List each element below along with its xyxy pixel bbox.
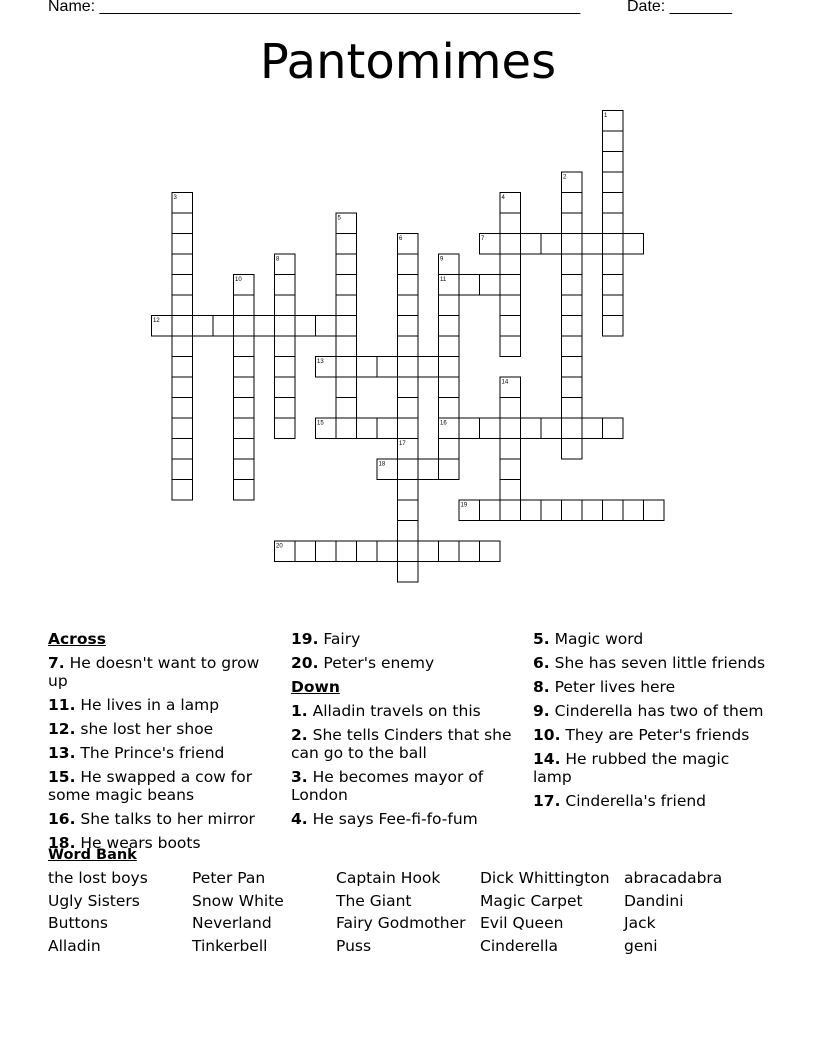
grid-cell[interactable] — [459, 541, 480, 562]
clue-across-15 — [48, 768, 276, 804]
grid-cell[interactable] — [234, 418, 255, 439]
grid-cell[interactable] — [336, 377, 357, 398]
clue-down-10 — [533, 726, 769, 744]
grid-cell[interactable] — [172, 377, 193, 398]
cell-number: 5 — [337, 215, 341, 222]
grid-cell[interactable] — [459, 275, 480, 296]
grid-cell[interactable] — [316, 541, 337, 562]
grid-cell[interactable] — [398, 500, 419, 521]
grid-cell[interactable] — [336, 357, 357, 378]
clue-number: 9. — [533, 702, 550, 720]
grid-cell[interactable] — [603, 295, 624, 316]
grid-cell[interactable] — [398, 541, 419, 562]
clue-across-7 — [48, 654, 276, 690]
grid-cell[interactable] — [603, 254, 624, 275]
grid-cell[interactable] — [480, 275, 501, 296]
grid-cell[interactable] — [398, 521, 419, 542]
grid-cell[interactable] — [562, 213, 583, 234]
grid-cell[interactable] — [234, 398, 255, 419]
clue-text: she lost her shoe — [80, 720, 214, 738]
word-bank-item: Buttons — [48, 914, 108, 932]
clue-text: They are Peter's friends — [565, 726, 750, 744]
clue-text: She has seven little friends — [554, 654, 766, 672]
grid-cell[interactable] — [172, 275, 193, 296]
clue-number: 8. — [533, 678, 550, 696]
grid-cell[interactable] — [275, 377, 296, 398]
grid-cell[interactable] — [562, 193, 583, 214]
word-bank-item: Magic Carpet — [480, 892, 583, 910]
grid-cell[interactable] — [562, 234, 583, 255]
clue-number: 15. — [48, 768, 76, 786]
word-bank-item: Neverland — [192, 914, 272, 932]
clue-text: Peter's enemy — [323, 654, 435, 672]
word-bank-item: Dandini — [624, 892, 684, 910]
date-line: _______ — [669, 0, 732, 15]
cell-number: 15 — [317, 420, 324, 427]
grid-cell[interactable] — [377, 541, 398, 562]
grid-cell[interactable] — [398, 398, 419, 419]
grid-cell[interactable] — [500, 316, 521, 337]
clue-number: 19. — [291, 630, 319, 648]
grid-cell[interactable] — [172, 234, 193, 255]
grid-cell[interactable] — [418, 459, 439, 480]
grid-cell[interactable] — [398, 480, 419, 501]
grid-cell[interactable] — [541, 418, 562, 439]
grid-cell[interactable] — [500, 234, 521, 255]
grid-cell[interactable] — [295, 316, 316, 337]
grid-cell[interactable] — [172, 336, 193, 357]
grid-cell[interactable] — [439, 295, 460, 316]
word-bank-item: Jack — [624, 914, 656, 932]
cell-number: 7 — [481, 236, 485, 242]
word-bank-item: geni — [624, 937, 658, 955]
grid-cell[interactable] — [336, 295, 357, 316]
cell-number: 16 — [440, 420, 447, 427]
clue-text: He lives in a lamp — [80, 696, 220, 714]
grid-cell[interactable] — [418, 541, 439, 562]
clue-number: 16. — [48, 810, 76, 828]
cell-number: 10 — [235, 277, 242, 283]
grid-cell[interactable] — [500, 439, 521, 460]
grid-cell[interactable] — [172, 418, 193, 439]
grid-cell[interactable] — [234, 336, 255, 357]
word-bank-title: Word Bank — [48, 847, 137, 863]
clue-text: She talks to her mirror — [80, 810, 255, 828]
grid-cell[interactable] — [336, 541, 357, 562]
grid-cell[interactable] — [213, 316, 234, 337]
page-title: Pantomimes — [259, 34, 557, 90]
grid-cell[interactable] — [439, 398, 460, 419]
clue-text: She tells Cinders that she can go to the ball — [291, 726, 512, 762]
cell-number: 4 — [501, 195, 505, 201]
clue-down-14 — [533, 750, 769, 786]
clue-down-9 — [533, 702, 769, 720]
word-bank-item: abracadabra — [624, 869, 723, 887]
grid-cell[interactable] — [500, 500, 521, 521]
grid-cell[interactable] — [541, 234, 562, 255]
clue-across-12 — [48, 720, 276, 738]
grid-cell[interactable] — [234, 316, 255, 337]
grid-cell[interactable] — [541, 500, 562, 521]
clues-column-1 — [48, 630, 276, 858]
cell-number: 19 — [460, 502, 468, 509]
grid-cell[interactable] — [562, 439, 583, 460]
grid-cell[interactable] — [562, 336, 583, 357]
grid-cell[interactable] — [172, 254, 193, 275]
grid-cell[interactable] — [521, 234, 542, 255]
grid-cell[interactable] — [398, 336, 419, 357]
grid-cell[interactable] — [336, 316, 357, 337]
grid-cell[interactable] — [398, 459, 419, 480]
grid-cell[interactable] — [562, 398, 583, 419]
cell-number: 11 — [440, 277, 447, 283]
word-bank-item: Tinkerbell — [192, 937, 268, 955]
clue-number: 7. — [48, 654, 65, 672]
grid-cell[interactable] — [398, 377, 419, 398]
cell-number: 8 — [276, 256, 280, 263]
clue-down-5 — [533, 630, 769, 648]
grid-cell[interactable] — [336, 336, 357, 357]
clues-column-3 — [533, 630, 769, 816]
grid-cell[interactable] — [439, 459, 460, 480]
clue-down-17 — [533, 792, 769, 810]
grid-cell[interactable] — [275, 357, 296, 378]
clue-text: He says Fee-fi-fo-fum — [312, 810, 478, 828]
grid-cell[interactable] — [603, 152, 624, 173]
grid-cell[interactable] — [275, 295, 296, 316]
word-bank-item: Peter Pan — [192, 869, 266, 887]
word-bank-item: Ugly Sisters — [48, 892, 140, 910]
clue-text: Peter lives here — [554, 678, 676, 696]
grid-cell[interactable] — [521, 500, 542, 521]
clue-number: 17. — [533, 792, 561, 810]
grid-cell[interactable] — [172, 295, 193, 316]
grid-cell[interactable] — [172, 459, 193, 480]
clue-down-2 — [291, 726, 519, 762]
grid-cell[interactable] — [623, 500, 644, 521]
grid-cell[interactable] — [439, 541, 460, 562]
clue-text: He becomes mayor of London — [291, 768, 484, 804]
grid-cell[interactable] — [357, 418, 378, 439]
grid-cell[interactable] — [172, 439, 193, 460]
date-label: Date: — [627, 0, 666, 15]
clue-text: Alladin travels on this — [312, 702, 481, 720]
grid-cell[interactable] — [582, 234, 603, 255]
grid-cell[interactable] — [357, 541, 378, 562]
grid-cell[interactable] — [234, 439, 255, 460]
grid-cell[interactable] — [357, 357, 378, 378]
grid-cell[interactable] — [603, 172, 624, 193]
grid-cell[interactable] — [562, 316, 583, 337]
grid-cell[interactable] — [603, 418, 624, 439]
clue-down-1 — [291, 702, 519, 720]
clue-across-20 — [291, 654, 519, 672]
grid-cell[interactable] — [398, 316, 419, 337]
grid-cell[interactable] — [172, 398, 193, 419]
grid-cell[interactable] — [234, 357, 255, 378]
clue-text: He rubbed the magic lamp — [533, 750, 730, 786]
name-label: Name: — [48, 0, 96, 15]
clue-down-3 — [291, 768, 519, 804]
clue-number: 11. — [48, 696, 76, 714]
clue-text: Cinderella's friend — [565, 792, 707, 810]
word-bank-item: the lost boys — [48, 869, 148, 887]
grid-cell[interactable] — [275, 398, 296, 419]
grid-cell[interactable] — [439, 336, 460, 357]
clue-down-4 — [291, 810, 519, 828]
grid-cell[interactable] — [418, 357, 439, 378]
grid-cell[interactable] — [439, 316, 460, 337]
clue-number: 3. — [291, 768, 308, 786]
grid-cell[interactable] — [234, 459, 255, 480]
cell-number: 6 — [399, 236, 403, 242]
grid-cell[interactable] — [398, 562, 419, 583]
grid-cell[interactable] — [377, 357, 398, 378]
clue-number: 5. — [533, 630, 550, 648]
grid-cell[interactable] — [172, 357, 193, 378]
grid-cell[interactable] — [500, 213, 521, 234]
grid-cell[interactable] — [582, 500, 603, 521]
cell-number: 1 — [604, 113, 608, 119]
word-bank-item: Dick Whittington — [480, 869, 610, 887]
clue-number: 1. — [291, 702, 308, 720]
word-bank-item: Puss — [336, 937, 372, 955]
grid-cell[interactable] — [500, 398, 521, 419]
clue-text: He doesn't want to grow up — [48, 654, 260, 690]
grid-cell[interactable] — [398, 418, 419, 439]
grid-cell[interactable] — [336, 275, 357, 296]
clue-across-13 — [48, 744, 276, 762]
clue-number: 6. — [533, 654, 550, 672]
cell-number: 14 — [501, 379, 509, 386]
grid-cell[interactable] — [500, 459, 521, 480]
clue-down-6 — [533, 654, 769, 672]
grid-cell[interactable] — [500, 275, 521, 296]
grid-cell[interactable] — [254, 316, 275, 337]
grid-cell[interactable] — [275, 316, 296, 337]
grid-cell[interactable] — [562, 500, 583, 521]
grid-cell[interactable] — [336, 254, 357, 275]
grid-cell[interactable] — [562, 418, 583, 439]
cell-number: 17 — [399, 441, 406, 447]
grid-cell[interactable] — [500, 254, 521, 275]
grid-cell[interactable] — [234, 295, 255, 316]
grid-cell[interactable] — [439, 357, 460, 378]
across-heading: Across — [48, 630, 106, 648]
grid-cell[interactable] — [603, 213, 624, 234]
grid-cell[interactable] — [398, 357, 419, 378]
grid-cell[interactable] — [603, 131, 624, 152]
grid-cell[interactable] — [398, 295, 419, 316]
grid-cell[interactable] — [644, 500, 665, 521]
grid-cell[interactable] — [480, 418, 501, 439]
grid-cell[interactable] — [439, 439, 460, 460]
grid-cell[interactable] — [377, 418, 398, 439]
grid-cell[interactable] — [603, 275, 624, 296]
clue-number: 18. — [48, 834, 76, 852]
grid-cell[interactable] — [500, 480, 521, 501]
grid-cell[interactable] — [562, 295, 583, 316]
cell-number: 9 — [440, 256, 444, 263]
clue-text: Magic word — [554, 630, 644, 648]
word-bank-item: The Giant — [336, 892, 412, 910]
clue-across-11 — [48, 696, 276, 714]
down-heading: Down — [291, 678, 340, 696]
name-line: ______________________________________________________ — [99, 0, 581, 15]
grid-cell[interactable] — [459, 418, 480, 439]
clue-across-19 — [291, 630, 519, 648]
clue-text: The Prince's friend — [80, 744, 225, 762]
grid-cell[interactable] — [234, 480, 255, 501]
grid-cell[interactable] — [562, 254, 583, 275]
grid-cell[interactable] — [172, 316, 193, 337]
grid-cell[interactable] — [603, 234, 624, 255]
clue-number: 4. — [291, 810, 308, 828]
clue-text: He wears boots — [80, 834, 201, 852]
clue-text: Cinderella has two of them — [554, 702, 764, 720]
word-bank-item: Fairy Godmother — [336, 914, 466, 932]
grid-cell[interactable] — [398, 254, 419, 275]
clue-number: 13. — [48, 744, 76, 762]
grid-cell[interactable] — [603, 316, 624, 337]
grid-cell[interactable] — [500, 418, 521, 439]
grid-cell[interactable] — [439, 377, 460, 398]
clue-number: 10. — [533, 726, 561, 744]
word-bank-item: Cinderella — [480, 937, 559, 955]
cell-number: 3 — [173, 195, 177, 201]
grid-cell[interactable] — [234, 377, 255, 398]
clue-text: Fairy — [323, 630, 361, 648]
word-bank-item: Alladin — [48, 937, 101, 955]
grid-cell[interactable] — [603, 500, 624, 521]
grid-cell[interactable] — [500, 336, 521, 357]
clue-number: 20. — [291, 654, 319, 672]
grid-cell[interactable] — [275, 336, 296, 357]
grid-cell[interactable] — [562, 377, 583, 398]
cell-number: 20 — [276, 543, 283, 550]
grid-cell[interactable] — [193, 316, 214, 337]
grid-cell[interactable] — [172, 480, 193, 501]
clues-column-2 — [291, 630, 519, 834]
grid-cell[interactable] — [336, 398, 357, 419]
grid-cell[interactable] — [562, 275, 583, 296]
grid-cell[interactable] — [500, 295, 521, 316]
word-bank-item: Evil Queen — [480, 914, 564, 932]
grid-cell[interactable] — [582, 418, 603, 439]
cell-number: 12 — [153, 318, 160, 324]
word-bank-item: Snow White — [192, 892, 284, 910]
clue-number: 2. — [291, 726, 308, 744]
cell-number: 13 — [317, 359, 324, 365]
clue-down-8 — [533, 678, 769, 696]
grid-cell[interactable] — [275, 275, 296, 296]
grid-cell[interactable] — [275, 418, 296, 439]
clue-number: 12. — [48, 720, 76, 738]
grid-cell[interactable] — [398, 275, 419, 296]
grid-cell[interactable] — [521, 418, 542, 439]
grid-cell[interactable] — [480, 500, 501, 521]
clue-across-16 — [48, 810, 276, 828]
grid-cell[interactable] — [336, 418, 357, 439]
grid-cell[interactable] — [623, 234, 644, 255]
grid-cell[interactable] — [480, 541, 501, 562]
grid-cell[interactable] — [562, 357, 583, 378]
cell-number: 2 — [563, 174, 567, 181]
clue-text: He swapped a cow for some magic beans — [48, 768, 253, 804]
word-bank-item: Captain Hook — [336, 869, 441, 887]
grid-cell[interactable] — [336, 234, 357, 255]
cell-number: 18 — [378, 461, 386, 468]
clue-number: 14. — [533, 750, 561, 768]
grid-cell[interactable] — [316, 316, 337, 337]
grid-cell[interactable] — [295, 541, 316, 562]
grid-cell[interactable] — [172, 213, 193, 234]
grid-cell[interactable] — [603, 193, 624, 214]
